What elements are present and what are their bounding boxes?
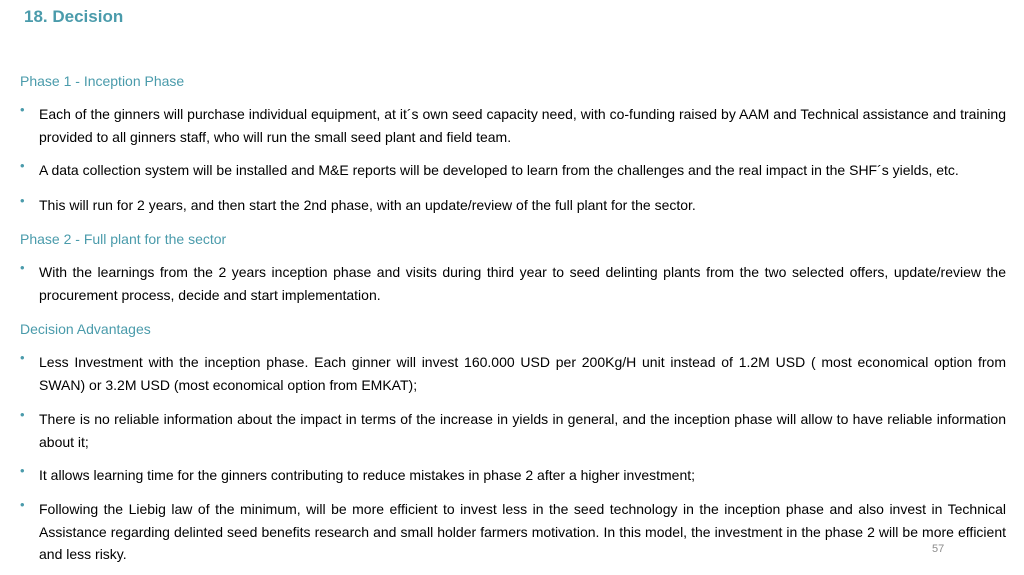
bullet-icon: • [20, 407, 25, 422]
bullet-item [20, 194, 1006, 217]
section-heading-decision-advantages: Decision Advantages [20, 321, 151, 337]
bullet-icon: • [20, 158, 25, 173]
bullet-item [20, 408, 1006, 453]
bullet-item [20, 261, 1006, 306]
bullet-icon: • [20, 463, 25, 478]
bullet-icon: • [20, 193, 25, 208]
bullet-item [20, 351, 1006, 396]
slide-title: 18. Decision [24, 7, 124, 26]
bullet-icon: • [20, 350, 25, 365]
bullet-icon: • [20, 102, 25, 117]
bullet-icon: • [20, 260, 25, 275]
bullet-text: It allows learning time for the ginners contributing to reduce mistakes in phase 2 after a higher investment; [39, 467, 696, 483]
bullet-text: A data collection system will be installed and M&E reports will be developed to learn from the challenges and the real impact in the SHF´s yields, etc. [39, 162, 959, 178]
section-heading-phase-2: Phase 2 - Full plant for the sector [20, 231, 227, 247]
bullet-icon: • [20, 497, 25, 512]
section-heading-phase-1: Phase 1 - Inception Phase [20, 73, 185, 89]
bullet-item [20, 103, 1006, 148]
bullet-text: Each of the ginners will purchase individual equipment, at it´s own seed capacity need, with co-funding raised by AAM and Technical assistance and training provided to all ginners staff, who will run the small seed plant and field team. [39, 106, 1006, 145]
bullet-item [20, 464, 1006, 487]
page-number: 57 [932, 543, 945, 555]
bullet-text: Less Investment with the inception phase. Each ginner will invest 160.000 USD per 200Kg/H unit instead of 1.2M USD ( most economical option from SWAN) or 3.2M USD (most economical option from EMKAT); [39, 354, 1006, 393]
bullet-item [20, 159, 1006, 182]
bullet-text: This will run for 2 years, and then start the 2nd phase, with an update/review of the full plant for the sector. [39, 197, 696, 213]
bullet-text: There is no reliable information about the impact in terms of the increase in yields in general, and the inception phase will allow to have reliable information about it; [39, 411, 1006, 450]
bullet-text: With the learnings from the 2 years inception phase and visits during third year to seed delinting plants from the two selected offers, update/review the procurement process, decide and start implementation. [39, 264, 1006, 303]
bullet-text: Following the Liebig law of the minimum, will be more efficient to invest less in the seed technology in the inception phase and also invest in Technical Assistance regarding delinted seed benefits research and small holder farmers motivation. In this model, the investment in the phase 2 will be more efficient and less risky. [39, 501, 1006, 562]
bullet-item [20, 498, 1006, 566]
